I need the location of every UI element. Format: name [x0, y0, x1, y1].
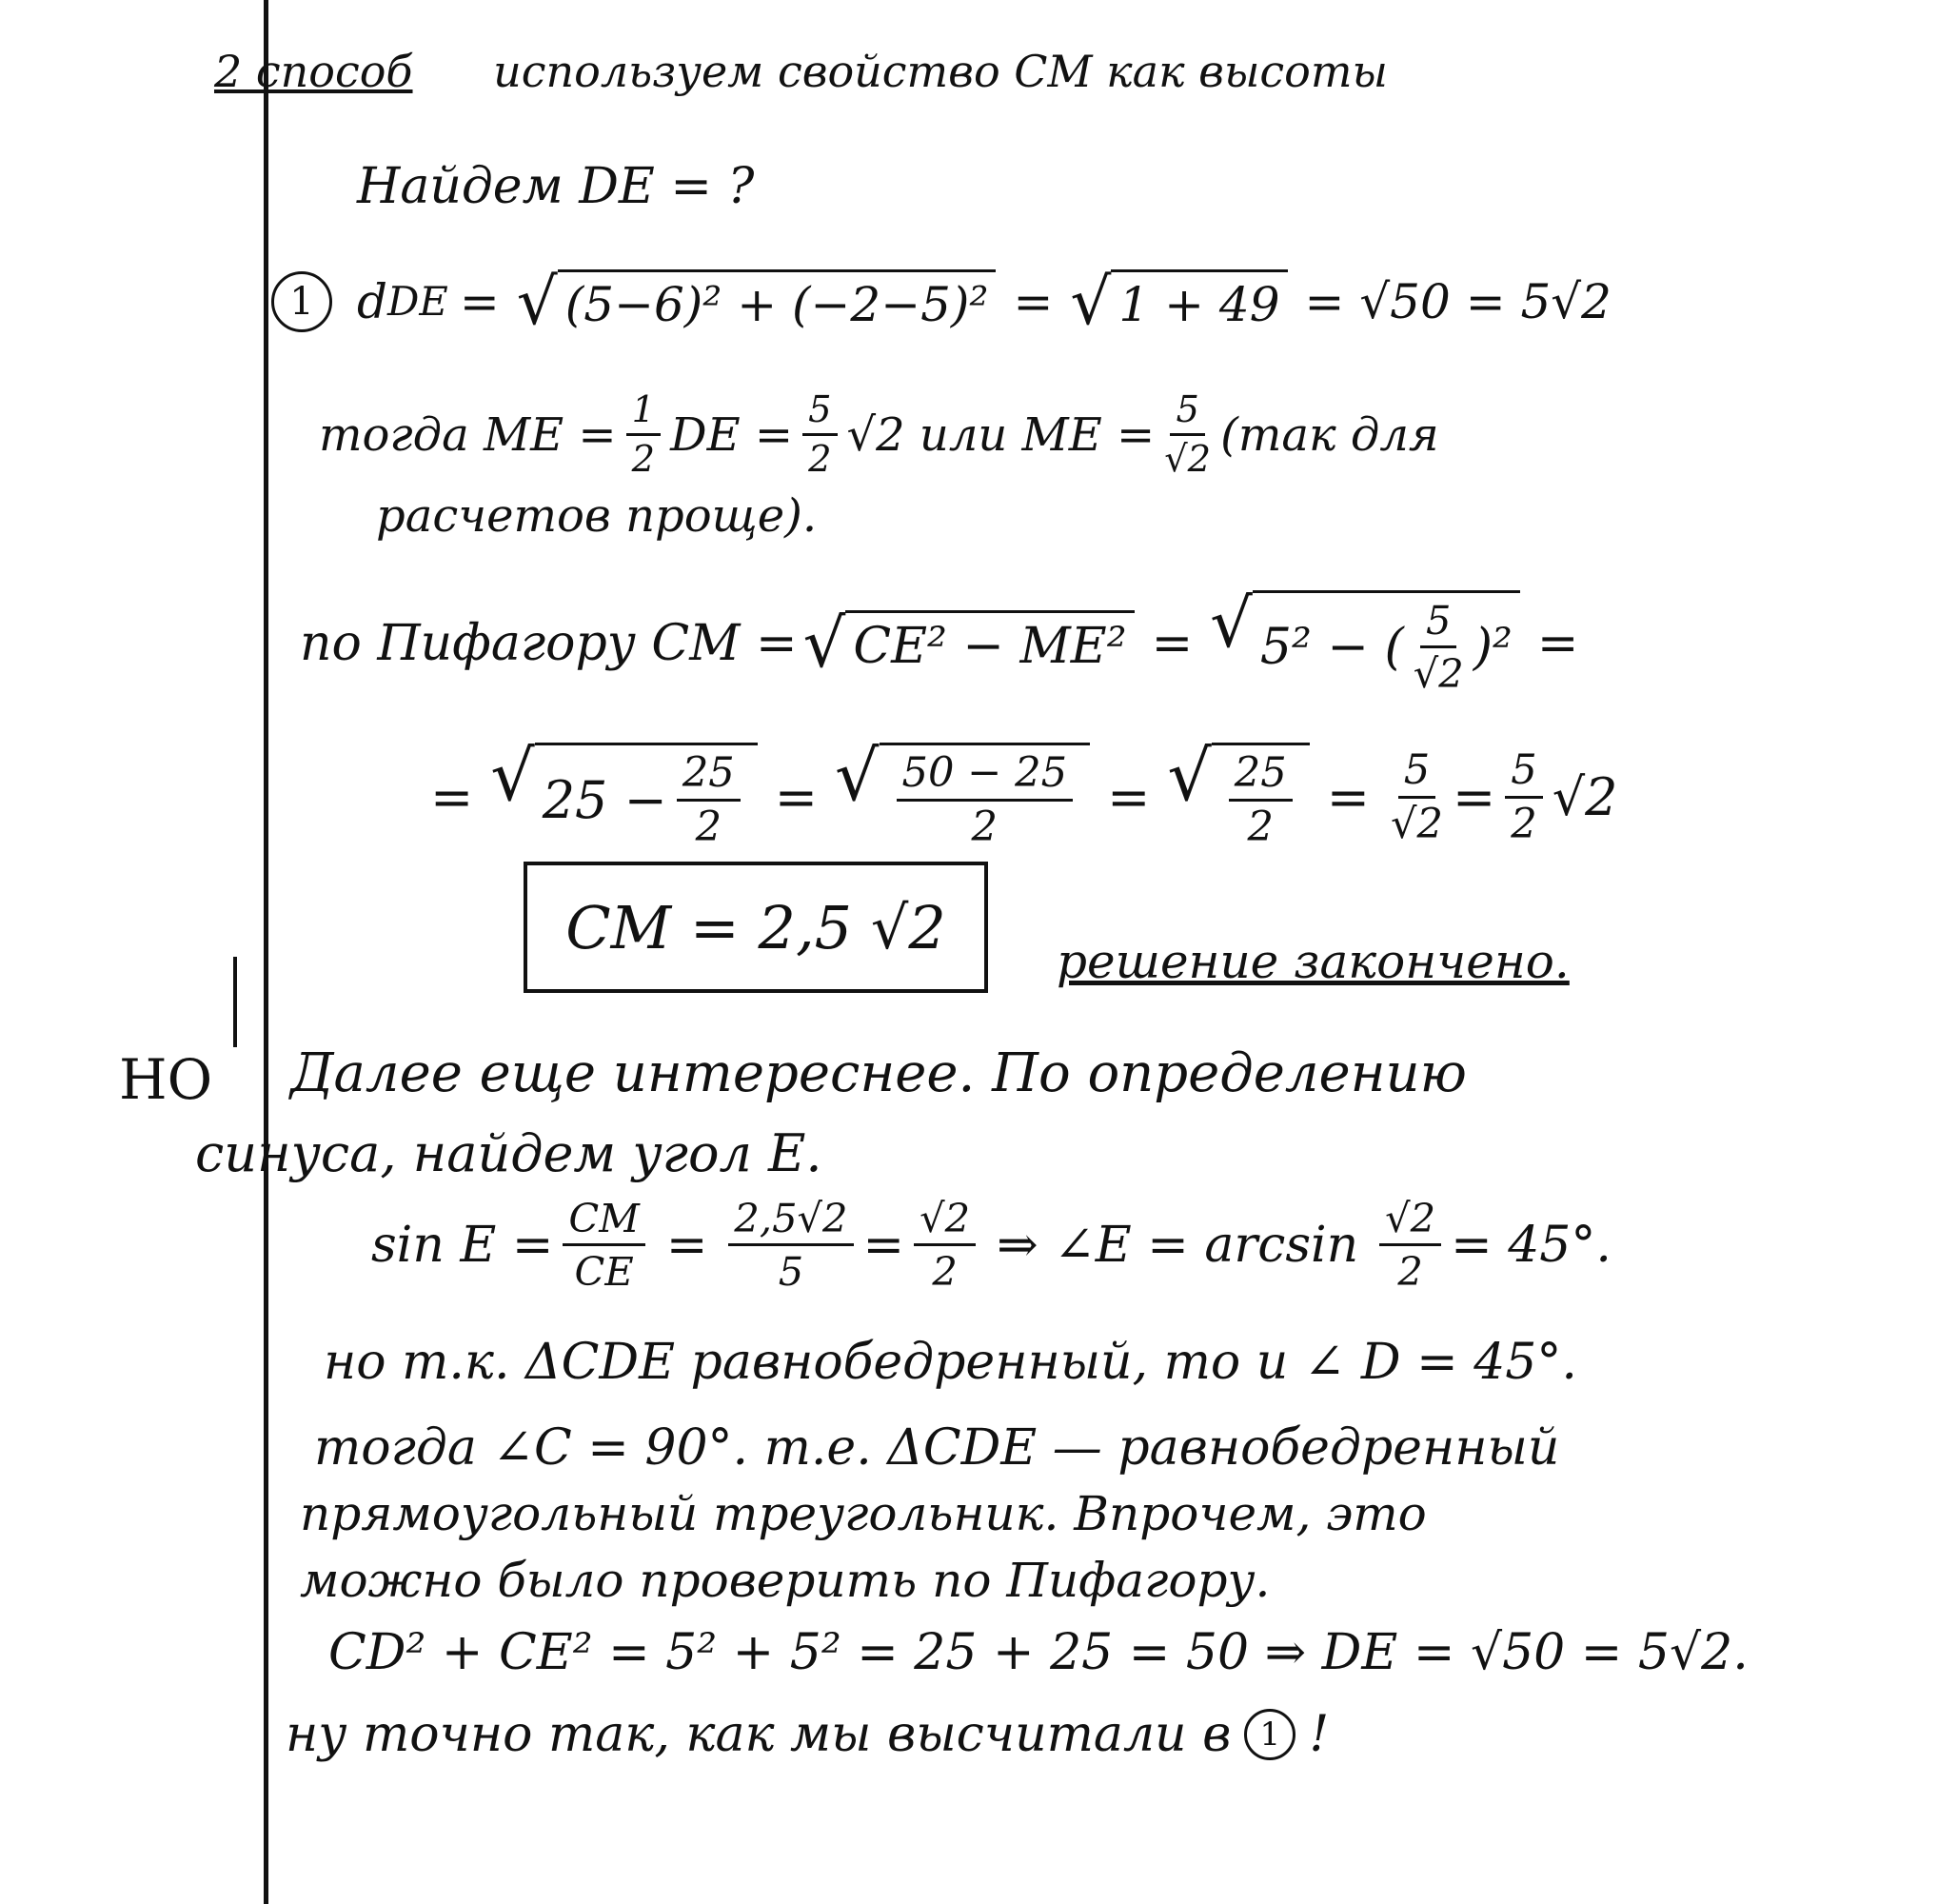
note-line: CD² + CE² = 5² + 5² = 25 + 25 = 50 ⇒ DE = √50 = 5√2.: [328, 1624, 1749, 1681]
fraction: $\frac{25}{2}$: [1229, 749, 1293, 851]
radical: √ $\frac{50 - 25}{2}$: [835, 743, 1090, 851]
equals-sign: =: [1151, 615, 1194, 672]
me-line: [319, 388, 1439, 481]
text-segment: по Пифагору CM =: [300, 615, 798, 672]
note-line: прямоугольный треугольник. Впрочем, это: [300, 1486, 1427, 1541]
text-segment: (так для: [1220, 407, 1439, 462]
boxed-answer: CM = 2,5 √2: [524, 862, 988, 993]
fraction: $\frac{1}{2}$: [626, 388, 661, 481]
heading-text: используем свойство CM как высоты: [493, 46, 1388, 97]
radical: √ CE² − ME²: [803, 610, 1135, 677]
text-segment: тогда ME =: [319, 407, 617, 462]
fraction: $\frac{√2}{2}$: [1379, 1195, 1441, 1295]
note-line: ну точно так, как мы высчитали в 1 !: [286, 1706, 1330, 1763]
fraction: $\frac{50 - 25}{2}$: [897, 749, 1074, 851]
radicand: CE² − ME²: [845, 610, 1134, 677]
equals-sign: =: [459, 273, 500, 329]
margin-line: [264, 0, 268, 1904]
fraction: $\frac{CM}{CE}$: [563, 1195, 644, 1295]
fraction: $\frac{5}{√2}$: [1413, 597, 1464, 697]
equals-sign: =: [1013, 273, 1054, 329]
note-line: можно было проверить по Пифагору.: [300, 1553, 1271, 1608]
radical: √ 1 + 49: [1070, 269, 1287, 334]
sine-line: sin E = $\frac{CM}{CE}$ = $\frac{2,5√2}{5}$ = $\frac{√2}{2}$ ⇒ ∠E = arcsin $\frac{√2}{2}$ = 45°.: [371, 1195, 1612, 1295]
me-note-line: расчетов проще).: [376, 489, 818, 543]
paragraph-line: Далее еще интереснее. По определению: [290, 1042, 1467, 1104]
fraction: $\frac{5}{2}$: [1505, 746, 1542, 848]
paragraph-line: синуса, найдем угол E.: [195, 1123, 822, 1183]
solution-done-note: решение закончено.: [1057, 934, 1570, 989]
fraction: $\frac{2,5√2}{5}$: [728, 1195, 853, 1295]
result-text: = √50 = 5√2: [1304, 273, 1612, 329]
equals-sign: =: [1536, 615, 1579, 672]
method-label: 2 способ: [214, 46, 413, 97]
text-segment: DE =: [670, 407, 794, 462]
distance-subscript: DE: [387, 278, 448, 326]
fraction: $\frac{5}{√2}$: [1390, 745, 1443, 848]
radical: √ 25 − $\frac{25}{2}$: [490, 743, 758, 851]
note-line: но т.к. ΔCDE равнобедренный, то и ∠ D = 45°.: [324, 1334, 1577, 1391]
but-label: НО: [119, 1047, 213, 1112]
radicand: (5−6)² + (−2−5)²: [558, 269, 997, 334]
note-line: тогда ∠C = 90°. т.е. ΔCDE — равнобедренный: [314, 1419, 1560, 1477]
pythagoras-line: [300, 585, 1590, 697]
simplify-line: = √ 25 − $\frac{25}{2}$ = √ $\frac{50 - 25}{2}$ = √ $\frac{25}{2}$ = $\frac{5}{√2}$ = $\frac{5}{2}$ √2: [430, 736, 1618, 851]
fraction: $\frac{25}{2}$: [677, 749, 741, 851]
exclamation-mark: [233, 957, 237, 1047]
distance-symbol: d: [357, 273, 388, 329]
radical: √ (5−6)² + (−2−5)²: [517, 269, 997, 334]
radical: √ 5² − ( $\frac{5}{√2}$ )²: [1210, 590, 1520, 697]
radicand: 1 + 49: [1111, 269, 1287, 334]
fraction: $\frac{5}{√2}$: [1164, 388, 1212, 481]
step-number-badge: 1: [1244, 1709, 1295, 1760]
fraction: $\frac{√2}{2}$: [914, 1195, 976, 1295]
fraction: $\frac{5}{2}$: [802, 388, 837, 481]
step-number-badge: 1: [271, 271, 332, 332]
radical: √ $\frac{25}{2}$: [1167, 743, 1309, 851]
step1-line: [271, 264, 1623, 339]
find-line: Найдем DE = ?: [357, 158, 755, 215]
heading: [214, 46, 1388, 97]
text-segment: √2 или ME =: [846, 407, 1156, 462]
